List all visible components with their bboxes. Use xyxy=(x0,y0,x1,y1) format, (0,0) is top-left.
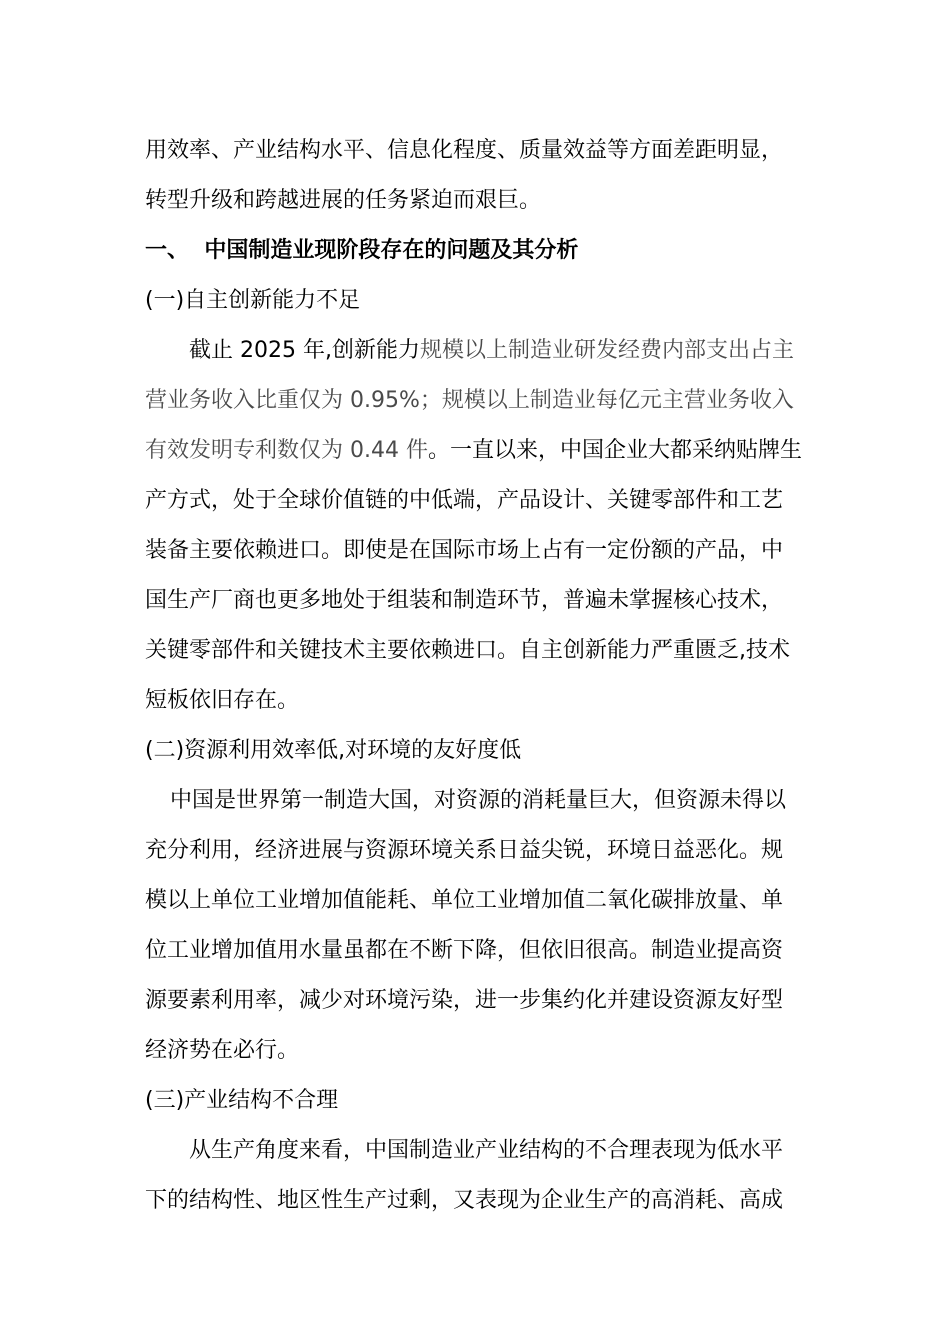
body-text-line: 模以上单位工业增加值能耗、单位工业增加值二氧化碳排放量、单 xyxy=(145,888,784,913)
section-heading: 一、 中国制造业现阶段存在的问题及其分析 xyxy=(145,238,579,263)
subsection-heading: (三)产业结构不合理 xyxy=(145,1088,339,1113)
body-text-span: 截止 2025 年,创新能力 xyxy=(189,338,420,363)
body-text-line: 下的结构性、地区性生产过剩，又表现为企业生产的高消耗、高成 xyxy=(145,1188,784,1213)
body-text-line: 短板依旧存在。 xyxy=(145,688,300,713)
highlighted-text-line: 营业务收入比重仅为 0.95%；规模以上制造业每亿元主营业务收入 xyxy=(145,388,794,413)
body-text-line: 转型升级和跨越进展的任务紧迫而艰巨。 xyxy=(145,188,542,213)
paragraph-line xyxy=(145,436,802,466)
body-text-line: 中国是世界第一制造大国，对资源的消耗量巨大，但资源未得以 xyxy=(170,788,787,813)
body-text-line: 经济势在必行。 xyxy=(145,1038,300,1063)
paragraph-line xyxy=(189,336,794,366)
highlighted-text-span: 有效发明专利数仅为 0.44 件 xyxy=(145,438,428,463)
subsection-heading: (一)自主创新能力不足 xyxy=(145,288,361,313)
body-text-line: 用效率、产业结构水平、信息化程度、质量效益等方面差距明显， xyxy=(145,138,784,163)
body-text-line: 关键零部件和关键技术主要依赖进口。自主创新能力严重匮乏,技术 xyxy=(145,638,790,663)
subsection-heading: (二)资源利用效率低,对环境的友好度低 xyxy=(145,738,522,763)
body-text-line: 国生产厂商也更多地处于组装和制造环节，普遍未掌握核心技术， xyxy=(145,588,784,613)
body-text-line: 装备主要依赖进口。即使是在国际市场上占有一定份额的产品，中 xyxy=(145,538,784,563)
body-text-line: 产方式，处于全球价值链的中低端，产品设计、关键零部件和工艺 xyxy=(145,488,784,513)
highlighted-text-span: 规模以上制造业研发经费内部支出占主 xyxy=(419,338,794,363)
body-text-line: 源要素利用率，减少对环境污染，进一步集约化并建设资源友好型 xyxy=(145,988,784,1013)
body-text-line: 位工业增加值用水量虽都在不断下降，但依旧很高。制造业提高资 xyxy=(145,938,784,963)
body-text-line: 充分利用，经济进展与资源环境关系日益尖锐，环境日益恶化。规 xyxy=(145,838,784,863)
body-text-line: 从生产角度来看，中国制造业产业结构的不合理表现为低水平 xyxy=(189,1138,784,1163)
body-text-span: 。一直以来，中国企业大都采纳贴牌生 xyxy=(427,438,802,463)
